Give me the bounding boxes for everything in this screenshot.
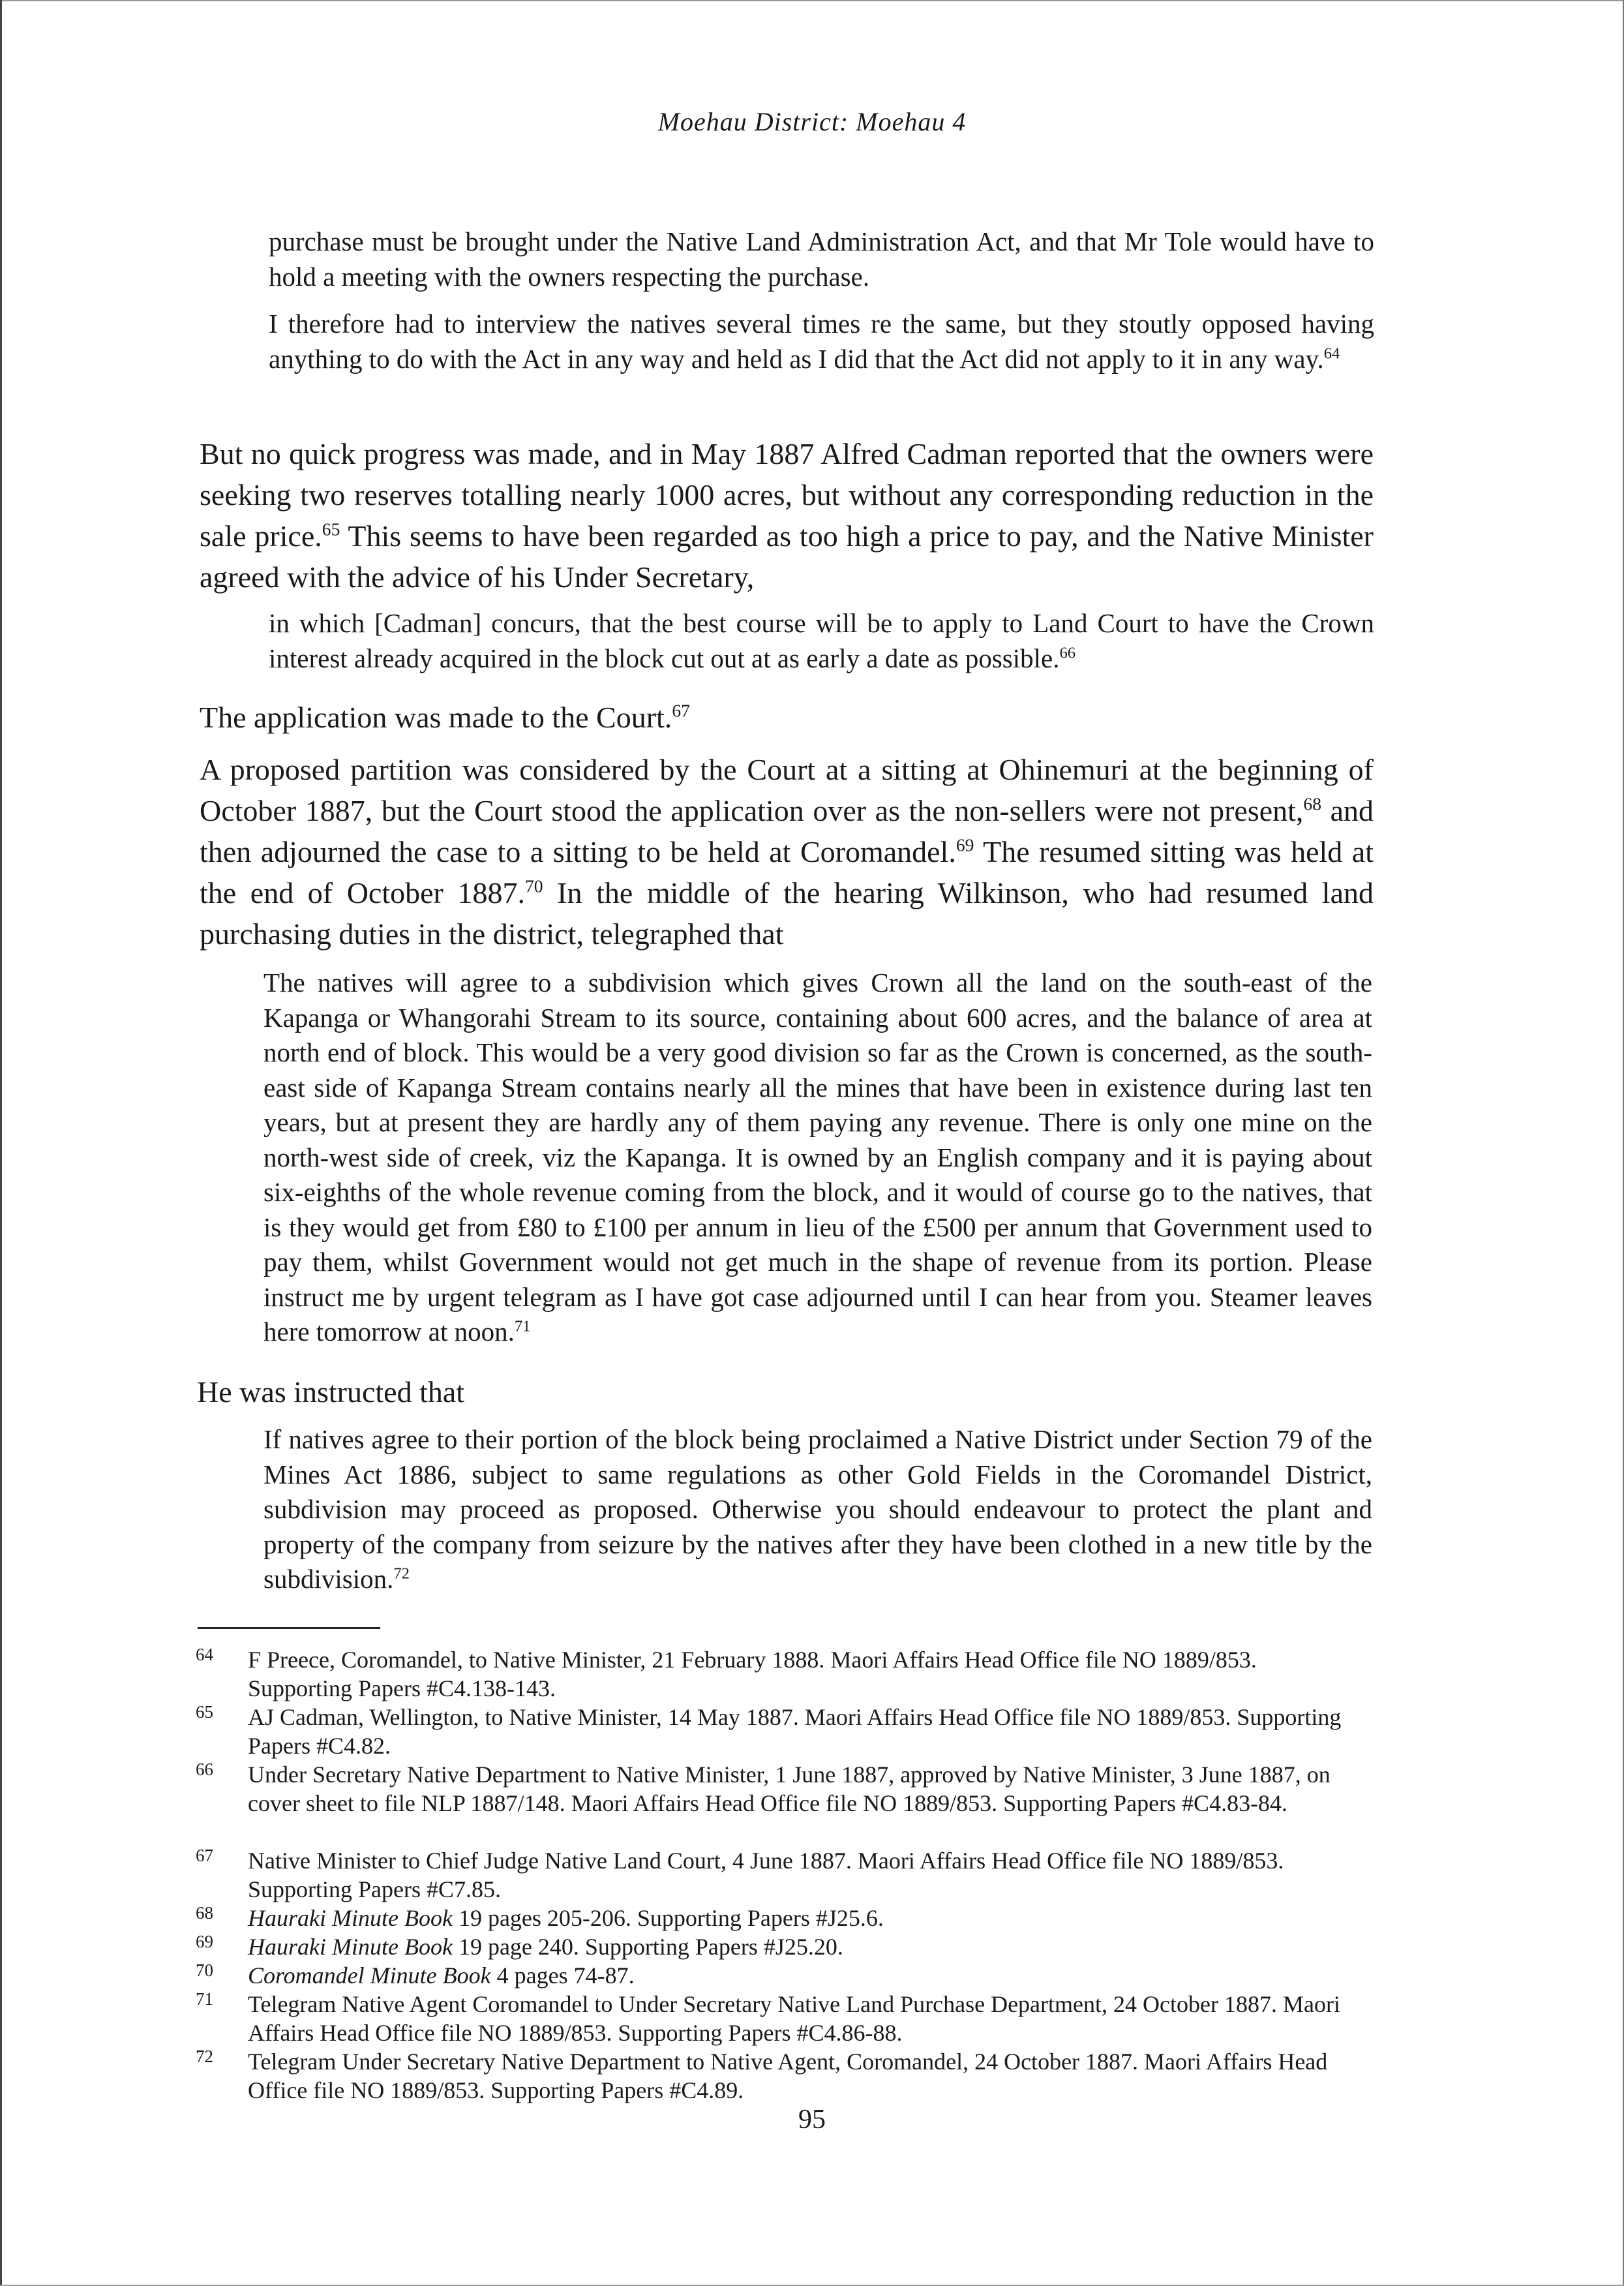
block-quote-3: The natives will agree to a subdivision which gives Crown all the land on the south-east of the Kapanga or Whangorahi Stream to its source, containing about 600 acres, and the balance of area at north end of block. This would be a very good division so far as the Crown is concerned, as the south-east side of Kapanga Stream contains nearly all the mines that have been in existence during last ten years, but at present they are hardly any of them paying any revenue. There is only one mine on the north-west side of creek, viz the Kapanga. It is owned by an English company and it is paying about six-eighths of the whole revenue coming from the block, and it would of course go to the natives, that is they would get from £80 to £100 per annum in lieu of the £500 per annum that Government used to pay them, whilst Government would not get much in the shape of revenue from its portion. Please instruct me by urgent telegram as I have got case adjourned until I can hear from you. Steamer leaves here tomorrow at noon.$^{71}$ bbox=[263, 968, 1372, 1347]
running-header: Moehau District: Moehau 4 bbox=[657, 107, 967, 136]
footnote-text: Hauraki Minute Book 19 page 240. Supporting Papers #J25.20. bbox=[248, 1934, 843, 1960]
page-number: 95 bbox=[798, 2105, 826, 2135]
footnote-separator bbox=[198, 1627, 380, 1629]
footnote-69 bbox=[196, 1932, 1357, 1961]
footnote-text: Under Secretary Native Department to Native Minister, 1 June 1887, approved by Native Minister, 3 June 1887, on cover sheet to file NLP 1887/148. Maori Affairs Head Office file NO 1889/853. Supporting Papers #C4.83-84. bbox=[248, 1761, 1331, 1816]
footnote-text: Telegram Under Secretary Native Department to Native Agent, Coromandel, 24 October 1887. Maori Affairs Head Office file NO 1889/853. Supporting Papers #C4.89. bbox=[248, 2049, 1328, 2103]
footnote-number: 72 bbox=[196, 2047, 213, 2066]
footnote-71 bbox=[196, 1990, 1357, 2047]
footnote-67 bbox=[196, 1846, 1357, 1904]
footnote-ref-72[interactable]: 72 bbox=[393, 1564, 410, 1583]
footnote-number: 67 bbox=[196, 1846, 213, 1865]
block-quote-1b: I therefore had to interview the natives several times re the same, but they stoutly opposed having anything to do with the Act in any way and held as I did that the Act did not apply to it in any way.$^{64}$ bbox=[269, 309, 1374, 374]
paragraph-3: A proposed partition was considered by the Court at a sitting at Ohinemuri at the beginning of October 1887, but the Court stood the application over as the non-sellers were not present,$^{68}$ and then adjourned the case to a sitting to be held at Coromandel.$^{69}$ The resumed sitting was held at the end of October 1887.70 In the middle of the hearing Wilkinson, who had resumed land purchasing duties in the district, telegraphed that bbox=[200, 753, 1374, 951]
footnote-ref-69[interactable]: 69 bbox=[955, 834, 974, 855]
footnote-ref-65[interactable]: 65 bbox=[322, 519, 340, 540]
footnote-number: 69 bbox=[196, 1932, 213, 1951]
paragraph-1: But no quick progress was made, and in May 1887 Alfred Cadman reported that the owners were seeking two reserves totalling nearly 1000 acres, but without any corresponding reduction in the sale price.$^{65}$ This seems to have been regarded as too high a price to pay, and the Native Minister agreed with the advice of his Under Secretary, bbox=[200, 437, 1374, 594]
footnote-text: Native Minister to Chief Judge Native Land Court, 4 June 1887. Maori Affairs Head Office file NO 1889/853. Supporting Papers #C7.85. bbox=[248, 1848, 1284, 1902]
footnote-72 bbox=[196, 2047, 1357, 2105]
footnote-68 bbox=[196, 1904, 1357, 1932]
footnote-ref-71[interactable]: 71 bbox=[514, 1317, 531, 1335]
footnote-66 bbox=[196, 1760, 1357, 1818]
block-quote-4: If natives agree to their portion of the block being proclaimed a Native District under Section 79 of the Mines Act 1886, subject to same regulations as other Gold Fields in the Coromandel District, subdivision may proceed as proposed. Otherwise you should endeavour to protect the plant and property of the company from seizure by the natives after they have been clothed in a new title by the subdivision.$^{72}$ bbox=[263, 1424, 1372, 1594]
footnote-64 bbox=[196, 1645, 1357, 1703]
footnote-ref-68[interactable]: 68 bbox=[1303, 793, 1321, 814]
footnote-number: 65 bbox=[196, 1702, 213, 1722]
footnote-ref-67[interactable]: 67 bbox=[672, 700, 690, 721]
footnote-number: 70 bbox=[196, 1960, 213, 1980]
paragraph-2: The application was made to the Court.$^{67}$ bbox=[200, 700, 690, 734]
footnote-ref-70[interactable]: 70 bbox=[524, 876, 543, 896]
block-quote-2: in which [Cadman] concurs, that the best course will be to apply to Land Court to have the Crown interest already acquired in the block cut out at as early a date as possible.$^{66}$ bbox=[269, 608, 1374, 673]
footnote-ref-64[interactable]: 64 bbox=[1323, 344, 1340, 362]
page-edge-left bbox=[0, 0, 2, 2286]
footnote-number: 68 bbox=[196, 1903, 213, 1923]
footnote-text: Hauraki Minute Book 19 pages 205-206. Supporting Papers #J25.6. bbox=[248, 1905, 884, 1931]
footnote-number: 71 bbox=[196, 1989, 213, 2009]
footnote-65 bbox=[196, 1703, 1357, 1760]
paragraph-4: He was instructed that bbox=[197, 1375, 465, 1409]
footnote-number: 64 bbox=[196, 1645, 213, 1664]
footnote-number: 66 bbox=[196, 1760, 213, 1779]
footnote-text: Coromandel Minute Book 4 pages 74-87. bbox=[248, 1962, 635, 1989]
footnote-text: AJ Cadman, Wellington, to Native Minister, 14 May 1887. Maori Affairs Head Office file NO 1889/853. Supporting Papers #C4.82. bbox=[248, 1704, 1342, 1759]
block-quote-1a: purchase must be brought under the Native Land Administration Act, and that Mr Tole would have to hold a meeting with the owners respecting the purchase. bbox=[269, 226, 1374, 292]
page-edge-top bbox=[0, 0, 1624, 1]
footnote-text: F Preece, Coromandel, to Native Minister, 21 February 1888. Maori Affairs Head Office file NO 1889/853. Supporting Papers #C4.138-143. bbox=[248, 1647, 1257, 1701]
footnote-text: Telegram Native Agent Coromandel to Under Secretary Native Land Purchase Department, 24 October 1887. Maori Affairs Head Office file NO 1889/853. Supporting Papers #C4.86-88. bbox=[248, 1991, 1340, 2046]
footnote-70 bbox=[196, 1961, 1357, 1990]
footnote-ref-66[interactable]: 66 bbox=[1059, 643, 1076, 662]
